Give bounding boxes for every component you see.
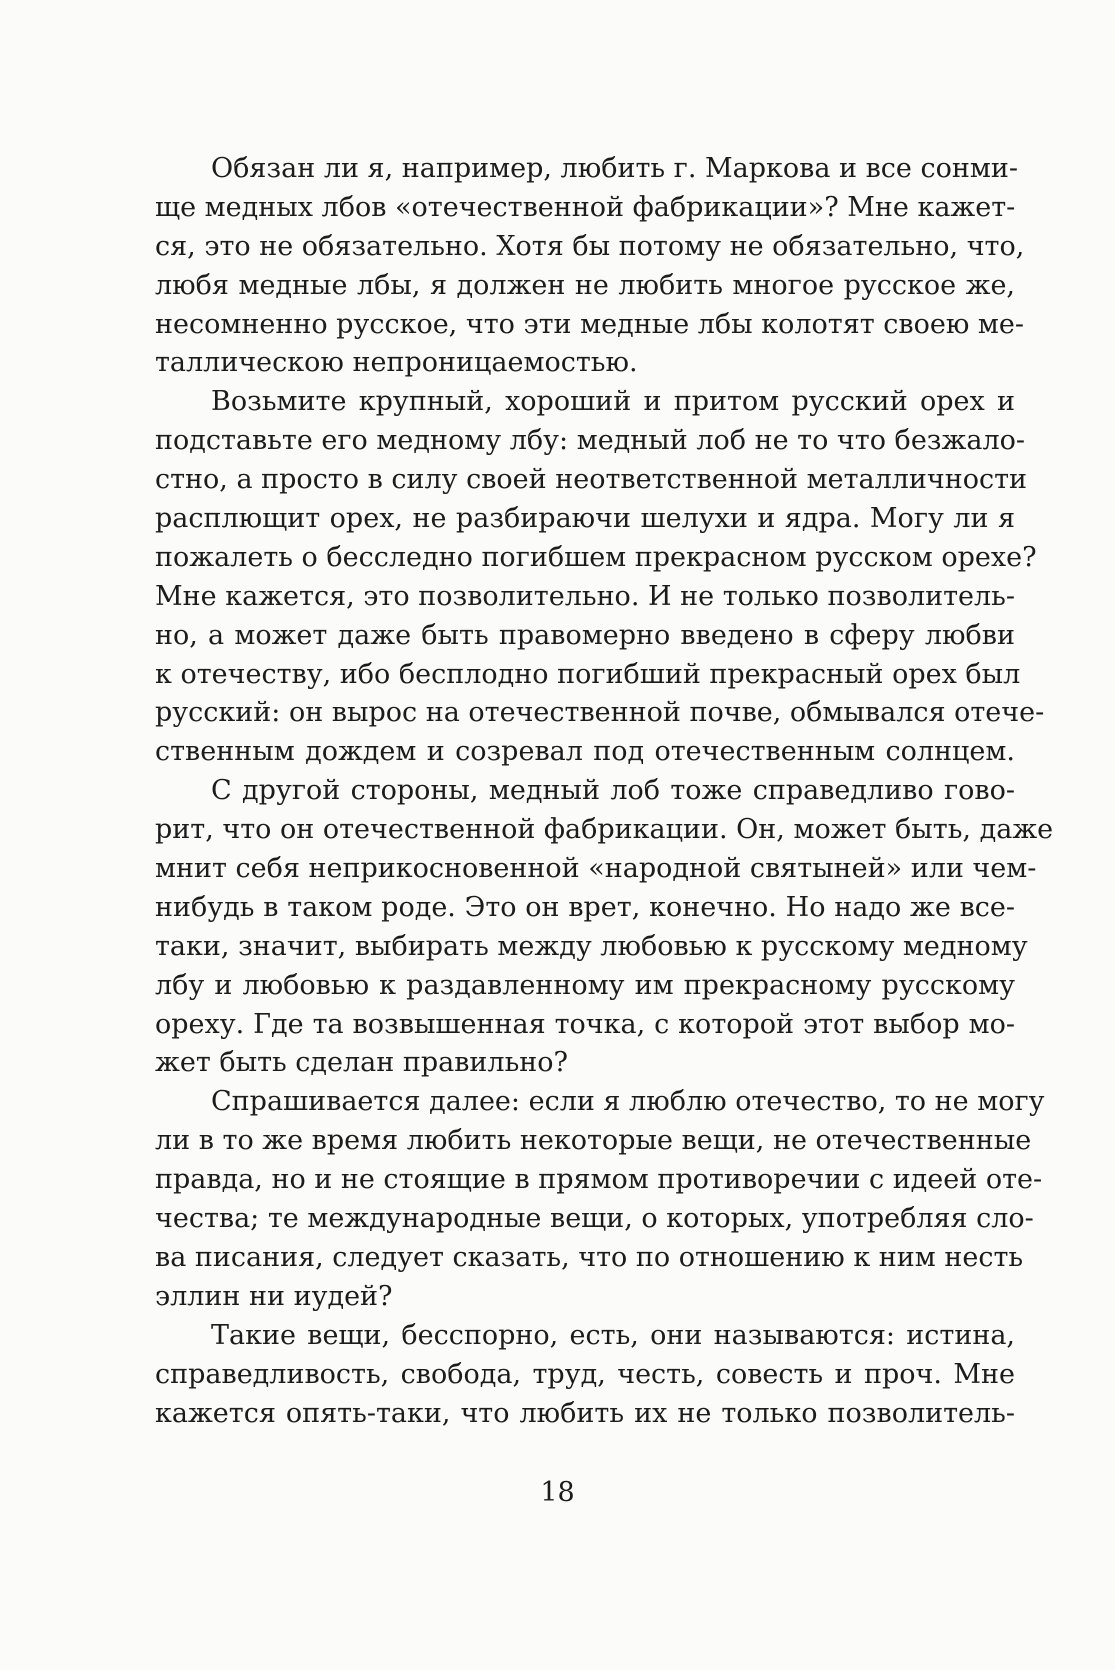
text-line: любя медные лбы, я должен не любить многое русское же,: [155, 269, 1015, 301]
text-line: к отечеству, ибо бесплодно погибший прекрасный орех был: [155, 658, 1021, 690]
text-line: ва писания, следует сказать, что по отношению к ним несть: [155, 1241, 1024, 1273]
text-line: правда, но и не стоящие в прямом противоречии с идеей оте-: [155, 1164, 1043, 1196]
text-line: мнит себя неприкосновенной «народной святыней» или чем-: [155, 853, 1037, 885]
text-line: русский: он вырос на отечественной почве, обмывался отече-: [155, 697, 1045, 729]
text-line: ли в то же время любить некоторые вещи, не отечественные: [155, 1125, 1032, 1157]
text-line: ственным дождем и созревал под отечественным солнцем.: [155, 736, 1015, 768]
text-line: расплющит орех, не разбираючи шелухи и ядра. Могу ли я: [155, 503, 1015, 535]
text-line: рит, что он отечественной фабрикации. Он, может быть, даже: [155, 814, 1054, 846]
text-line: эллин ни иудей?: [155, 1280, 393, 1312]
text-line: лбу и любовью к раздавленному им прекрасному русскому: [155, 969, 1015, 1001]
page-number: 18: [540, 1477, 575, 1508]
text-line: пожалеть о бесследно погибшем прекрасном русском орехе?: [155, 541, 1037, 573]
text-line: но, а может даже быть правомерно введено в сферу любви: [155, 619, 1015, 651]
text-line: стно, а просто в силу своей неответственной металличности: [155, 464, 1028, 496]
text-line: чества; те международные вещи, о которых, употребляя сло-: [155, 1203, 1034, 1235]
text-line: Возьмите крупный, хороший и притом русский орех и: [211, 386, 1015, 418]
text-line: несомненно русское, что эти медные лбы колотят своею ме-: [155, 308, 1025, 340]
text-line: ся, это не обязательно. Хотя бы потому не обязательно, что,: [155, 230, 1025, 262]
text-line: подставьте его медному лбу: медный лоб не то что безжало-: [155, 425, 1025, 457]
text-line: Обязан ли я, например, любить г. Маркова и все сонми-: [211, 153, 1018, 184]
text-line: Мне кажется, это позволительно. И не только позволитель-: [155, 580, 1015, 612]
text-line: кажется опять-таки, что любить их не только позволитель-: [155, 1397, 1015, 1429]
text-line: нибудь в таком роде. Это он врет, конечно. Но надо же все-: [155, 891, 1015, 923]
text-line: С другой стороны, медный лоб тоже справедливо гово-: [211, 775, 1015, 807]
text-line: жет быть сделан правильно?: [155, 1047, 569, 1079]
text-line: Такие вещи, бесспорно, есть, они называются: истина,: [211, 1319, 1015, 1351]
text-line: таллическою непроницаемостью.: [155, 347, 638, 379]
text-line: таки, значит, выбирать между любовью к русскому медному: [155, 930, 1028, 962]
body-text: [155, 150, 1054, 1433]
text-line: справедливость, свобода, труд, честь, совесть и проч. Мне: [155, 1358, 1015, 1390]
text-line: Спрашивается далее: если я люблю отечество, то не могу: [211, 1086, 1045, 1118]
text-line: ореху. Где та возвышенная точка, с которой этот выбор мо-: [155, 1008, 1015, 1040]
text-line: ще медных лбов «отечественной фабрикации»? Мне кажет-: [155, 191, 1016, 223]
